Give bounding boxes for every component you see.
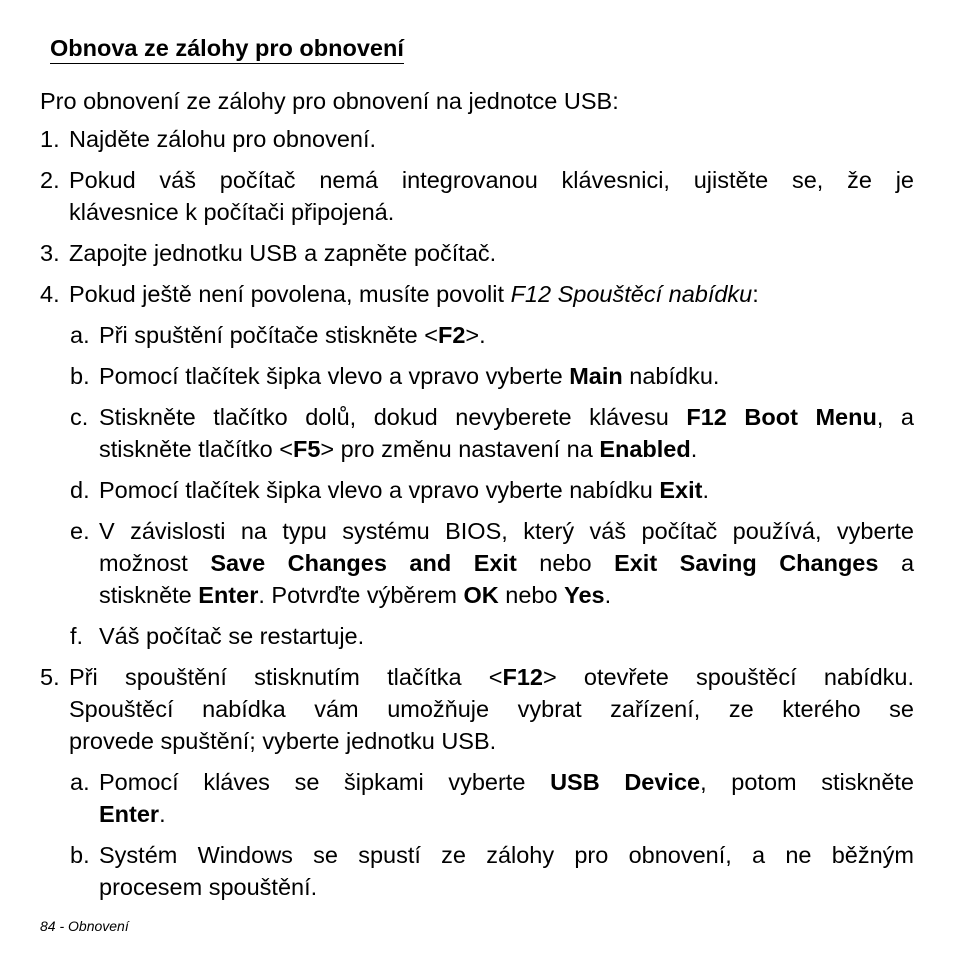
key-label: Enter — [99, 801, 160, 827]
sub-item-letter: a. — [70, 322, 90, 348]
sub-item-text-line: stiskněte Enter. Potvrďte výběrem OK nebo Yes. — [99, 582, 612, 608]
item-number: 1. — [40, 126, 60, 152]
sub-item-letter: b. — [70, 363, 90, 389]
key-label: F2 — [437, 322, 466, 348]
key-label: F5 — [292, 436, 321, 462]
sub-item-letter: f. — [70, 623, 84, 649]
sub-item — [70, 766, 914, 830]
section-heading: Obnova ze zálohy pro obnovení — [50, 33, 404, 64]
sub-item-text-line: Stiskněte tlačítko dolů, dokud nevyberete klávesu F12 Boot Menu, a — [99, 404, 914, 430]
sub-item — [70, 620, 914, 652]
list-item — [40, 661, 914, 757]
key-label: Main — [569, 363, 623, 389]
item-text-line: Spouštěcí nabídka vám umožňuje vybrat zařízení, ze kterého se — [69, 696, 914, 722]
key-label: USB Device — [550, 769, 701, 795]
key-label: Save Changes and Exit — [210, 550, 517, 576]
item-number: 2. — [40, 167, 60, 193]
sub-item-text: Pomocí tlačítek šipka vlevo a vpravo vyberte nabídku Exit. — [99, 477, 710, 503]
sub-item-letter: d. — [70, 477, 90, 503]
sub-item-text-line: Pomocí kláves se šipkami vyberte USB Device, potom stiskněte — [99, 769, 914, 795]
item-number: 5. — [40, 664, 60, 690]
list-item — [40, 164, 914, 228]
item-text-line: Při spouštění stisknutím tlačítka <F12> otevřete spouštěcí nabídku. — [69, 664, 915, 690]
sub-item-text-line: stiskněte tlačítko <F5> pro změnu nastavení na Enabled. — [99, 436, 698, 462]
sub-item-text: Váš počítač se restartuje. — [99, 623, 365, 649]
key-label: Enabled — [599, 436, 691, 462]
sub-item-text: Pomocí tlačítek šipka vlevo a vpravo vyberte Main nabídku. — [99, 363, 720, 389]
item-text: Najděte zálohu pro obnovení. — [69, 126, 377, 152]
sub-item-text-line: V závislosti na typu systému BIOS, který váš počítač používá, vyberte — [99, 518, 914, 544]
sub-item-letter: a. — [70, 769, 90, 795]
key-label: Exit — [659, 477, 703, 503]
sub-item — [70, 401, 914, 465]
sub-item-text-line: Systém Windows se spustí ze zálohy pro obnovení, a ne běžným — [99, 842, 914, 868]
item-text: Pokud ještě není povolena, musíte povolit F12 Spouštěcí nabídku: — [69, 281, 759, 307]
intro-text: Pro obnovení ze zálohy pro obnovení na jednotce USB: — [40, 88, 619, 114]
key-label: OK — [463, 582, 499, 608]
sub-item-letter: e. — [70, 518, 90, 544]
item-text-line: provede spuštění; vyberte jednotku USB. — [69, 728, 497, 754]
page-footer: 84 - Obnovení — [40, 918, 129, 934]
key-label: Yes — [564, 582, 605, 608]
sub-item — [70, 839, 914, 903]
list-item — [40, 237, 914, 269]
sub-item — [70, 319, 914, 351]
item-number: 3. — [40, 240, 60, 266]
sub-item-text-line: možnost Save Changes and Exit nebo Exit Saving Changes a — [99, 550, 915, 576]
item-text-line: klávesnice k počítači připojená. — [69, 199, 395, 225]
sub-item-text-line: procesem spouštění. — [99, 874, 318, 900]
key-label: F12 Boot Menu — [686, 404, 877, 430]
list-item — [40, 278, 914, 310]
list-item — [40, 123, 914, 155]
sub-item — [70, 474, 914, 506]
item-number: 4. — [40, 281, 60, 307]
sub-item-text-line: Enter. — [99, 801, 166, 827]
item-text-line: Pokud váš počítač nemá integrovanou klávesnici, ujistěte se, že je — [69, 167, 914, 193]
key-label: Enter — [198, 582, 259, 608]
sub-item — [70, 360, 914, 392]
menu-name-italic: F12 Spouštěcí nabídku — [510, 281, 753, 307]
sub-item-letter: b. — [70, 842, 90, 868]
sub-item-text: Při spuštění počítače stiskněte <F2>. — [99, 322, 486, 348]
sub-item — [70, 515, 914, 611]
key-label: F12 — [502, 664, 543, 690]
sub-item-letter: c. — [70, 404, 89, 430]
key-label: Exit Saving Changes — [614, 550, 879, 576]
item-text: Zapojte jednotku USB a zapněte počítač. — [69, 240, 497, 266]
